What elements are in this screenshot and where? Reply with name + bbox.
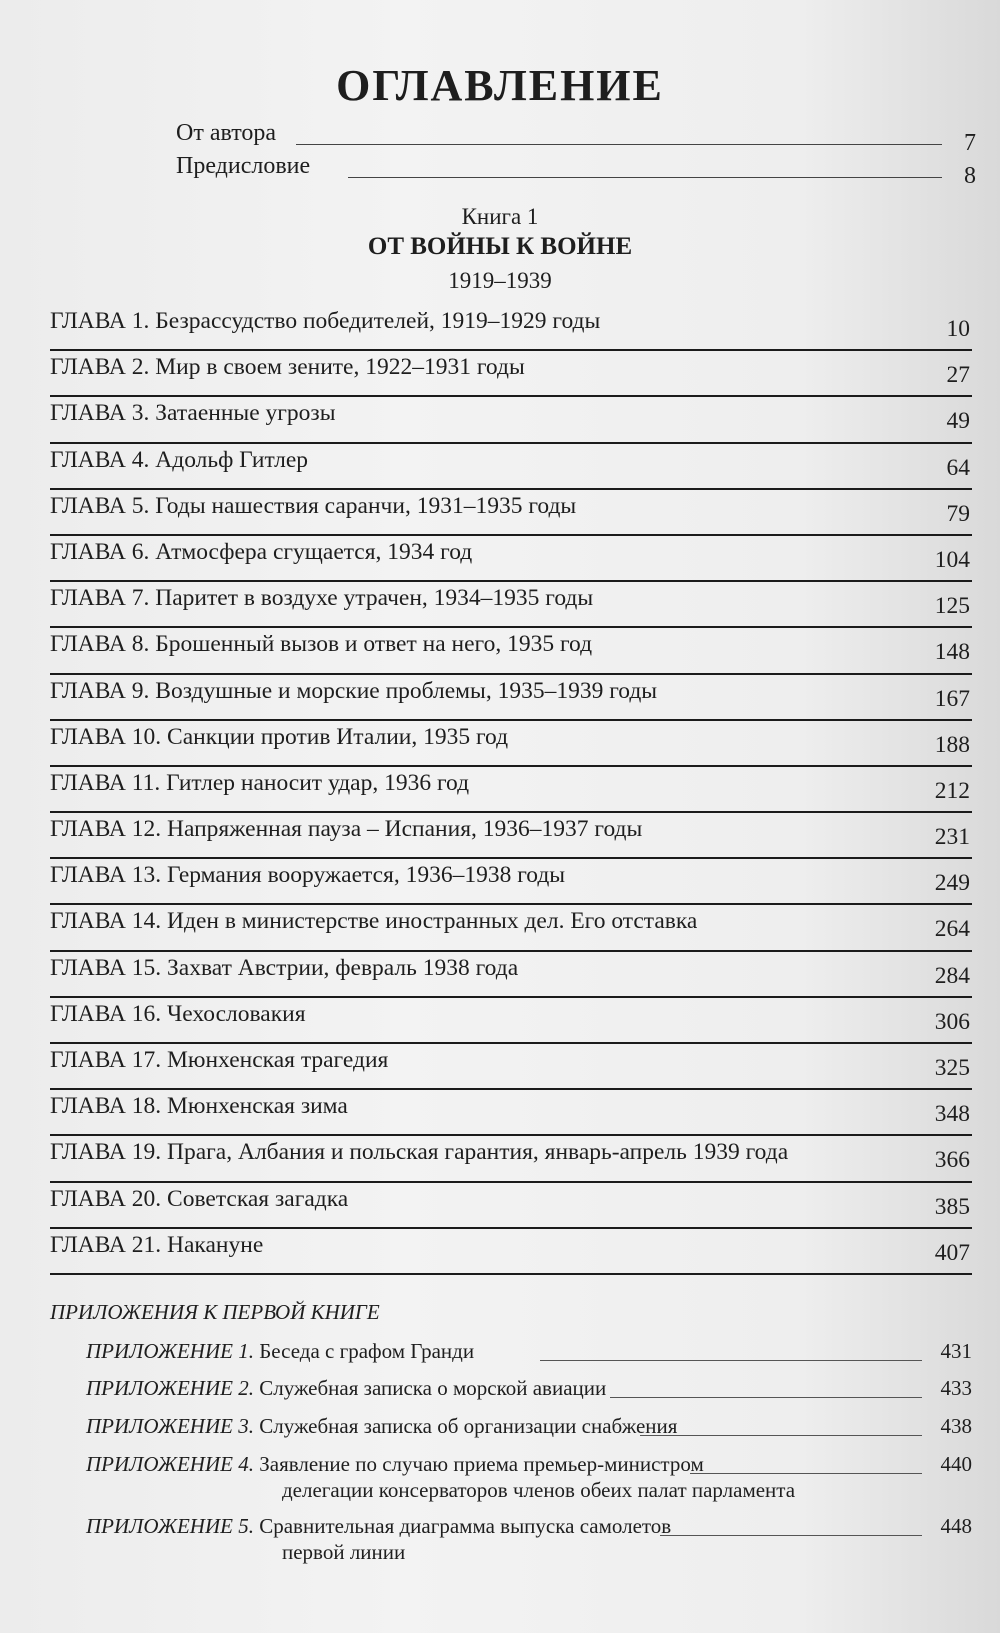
dot-leader	[690, 1473, 922, 1474]
chapter-title: ГЛАВА 14. Иден в министерстве иностранных дел. Его отставка	[50, 908, 698, 935]
chapter-title: ГЛАВА 20. Советская загадка	[50, 1185, 349, 1212]
appendix-label: ПРИЛОЖЕНИЕ 5.	[86, 1514, 254, 1538]
chapter-row	[50, 1229, 972, 1275]
page-number: 27	[946, 362, 970, 389]
appendix-title: Служебная записка об организации снабжения	[259, 1414, 678, 1438]
page-number: 306	[934, 1008, 970, 1035]
front-matter-row	[176, 120, 976, 154]
chapter-row	[50, 859, 972, 905]
appendix-label: ПРИЛОЖЕНИЕ 1.	[86, 1339, 254, 1363]
page-number: 448	[940, 1514, 972, 1538]
page-number: 385	[934, 1193, 970, 1220]
chapter-row	[50, 305, 972, 351]
chapter-row	[50, 397, 972, 443]
book-label: Книга 1	[461, 204, 539, 229]
page-number: 148	[934, 639, 970, 666]
page-number: 49	[946, 408, 970, 435]
chapter-title: ГЛАВА 13. Германия вооружается, 1936–1938 годы	[50, 862, 566, 889]
dot-leader	[296, 144, 942, 145]
chapter-title: ГЛАВА 19. Прага, Албания и польская гарантия, январь-апрель 1939 года	[50, 1139, 789, 1166]
chapter-title: ГЛАВА 17. Мюнхенская трагедия	[50, 1047, 389, 1073]
page-number: 264	[934, 916, 970, 943]
page-number: 212	[934, 777, 970, 804]
appendix-title: Служебная записка о морской авиации	[259, 1376, 607, 1400]
chapter-row	[50, 1136, 972, 1182]
appendices-heading: ПРИЛОЖЕНИЯ К ПЕРВОЙ КНИГЕ	[50, 1300, 380, 1324]
page-number: 438	[940, 1414, 972, 1438]
page-number: 10	[946, 316, 970, 342]
dot-leader	[640, 1435, 922, 1436]
front-matter-row	[176, 153, 976, 187]
chapter-row	[50, 582, 972, 628]
chapter-title: ГЛАВА 7. Паритет в воздухе утрачен, 1934–1935 годы	[50, 585, 594, 612]
page-number: 440	[940, 1452, 972, 1476]
chapter-title: ГЛАВА 2. Мир в своем зените, 1922–1931 годы	[50, 354, 525, 381]
appendix-title: Сравнительная диаграмма выпуска самолетов	[259, 1514, 672, 1538]
page-number: 431	[940, 1339, 972, 1363]
chapter-row	[50, 905, 972, 951]
page-number: 366	[934, 1147, 970, 1174]
chapter-title: ГЛАВА 8. Брошенный вызов и ответ на него, 1935 год	[50, 631, 593, 658]
chapter-row	[50, 721, 972, 767]
front-matter-label: Предисловие	[176, 153, 311, 179]
appendix-entry	[86, 1413, 677, 1439]
chapter-title: ГЛАВА 5. Годы нашествия саранчи, 1931–1935 годы	[50, 492, 577, 519]
appendix-entry	[86, 1375, 606, 1401]
page-number: 325	[934, 1055, 970, 1081]
page-number: 125	[934, 593, 970, 620]
page-number: 348	[934, 1101, 970, 1128]
appendix-title-continued: первой линии	[282, 1540, 406, 1564]
chapter-row	[50, 536, 972, 582]
chapter-title: ГЛАВА 1. Безрассудство победителей, 1919–1929 годы	[50, 308, 601, 334]
chapter-title: ГЛАВА 12. Напряженная пауза – Испания, 1936–1937 годы	[50, 816, 643, 843]
chapter-row	[50, 1183, 972, 1229]
appendix-label: ПРИЛОЖЕНИЕ 3.	[86, 1414, 254, 1438]
chapter-list	[50, 305, 972, 1275]
chapter-title: ГЛАВА 6. Атмосфера сгущается, 1934 год	[50, 538, 473, 565]
appendix-label: ПРИЛОЖЕНИЕ 4.	[86, 1452, 254, 1476]
chapter-row	[50, 813, 972, 859]
appendix-entry	[86, 1451, 704, 1477]
chapter-title: ГЛАВА 18. Мюнхенская зима	[50, 1093, 348, 1120]
chapter-row	[50, 952, 972, 998]
chapter-row	[50, 767, 972, 813]
chapter-title: ГЛАВА 21. Накануне	[50, 1231, 264, 1258]
chapter-row	[50, 351, 972, 397]
chapter-title: ГЛАВА 9. Воздушные и морские проблемы, 1935–1939 годы	[50, 677, 658, 704]
page-number: 188	[934, 731, 970, 758]
appendix-entry	[86, 1338, 474, 1364]
dot-leader	[348, 177, 942, 178]
page-number: 407	[934, 1239, 970, 1266]
appendix-label: ПРИЛОЖЕНИЕ 2.	[86, 1376, 254, 1400]
dot-leader	[660, 1535, 922, 1536]
page-number: 231	[934, 824, 970, 851]
page-number: 433	[940, 1376, 972, 1400]
chapter-title: ГЛАВА 3. Затаенные угрозы	[50, 400, 336, 427]
page-number: 104	[934, 546, 970, 573]
appendix-entry	[86, 1513, 671, 1539]
chapter-title: ГЛАВА 16. Чехословакия	[50, 1000, 306, 1027]
chapter-row	[50, 675, 972, 721]
appendix-title: Беседа с графом Гранди	[259, 1339, 475, 1363]
chapter-row	[50, 998, 972, 1044]
chapter-row	[50, 1090, 972, 1136]
chapter-title: ГЛАВА 10. Санкции против Италии, 1935 год	[50, 723, 509, 750]
appendix-title: Заявление по случаю приема премьер-министром	[259, 1452, 704, 1476]
dot-leader	[540, 1360, 922, 1361]
front-matter-label: От автора	[176, 120, 277, 146]
book-title: ОТ ВОЙНЫ К ВОЙНЕ	[367, 233, 633, 260]
page-number: 79	[946, 500, 970, 527]
chapter-title: ГЛАВА 11. Гитлер наносит удар, 1936 год	[50, 769, 470, 796]
appendix-title-continued: делегации консерваторов членов обеих палат парламента	[282, 1478, 796, 1502]
chapter-row	[50, 628, 972, 674]
chapter-title: ГЛАВА 15. Захват Австрии, февраль 1938 года	[50, 954, 519, 981]
page-number: 167	[934, 685, 970, 712]
page-title: ОГЛАВЛЕНИЕ	[336, 61, 664, 110]
page-number: 249	[934, 870, 970, 897]
chapter-row	[50, 1044, 972, 1090]
page-number: 8	[964, 163, 976, 189]
chapter-row	[50, 444, 972, 490]
book-years: 1919–1939	[448, 268, 552, 293]
chapter-title: ГЛАВА 4. Адольф Гитлер	[50, 446, 309, 473]
page-number: 64	[946, 454, 970, 481]
page-number: 284	[934, 962, 970, 989]
chapter-row	[50, 490, 972, 536]
dot-leader	[610, 1397, 922, 1398]
page-number: 7	[964, 130, 976, 156]
